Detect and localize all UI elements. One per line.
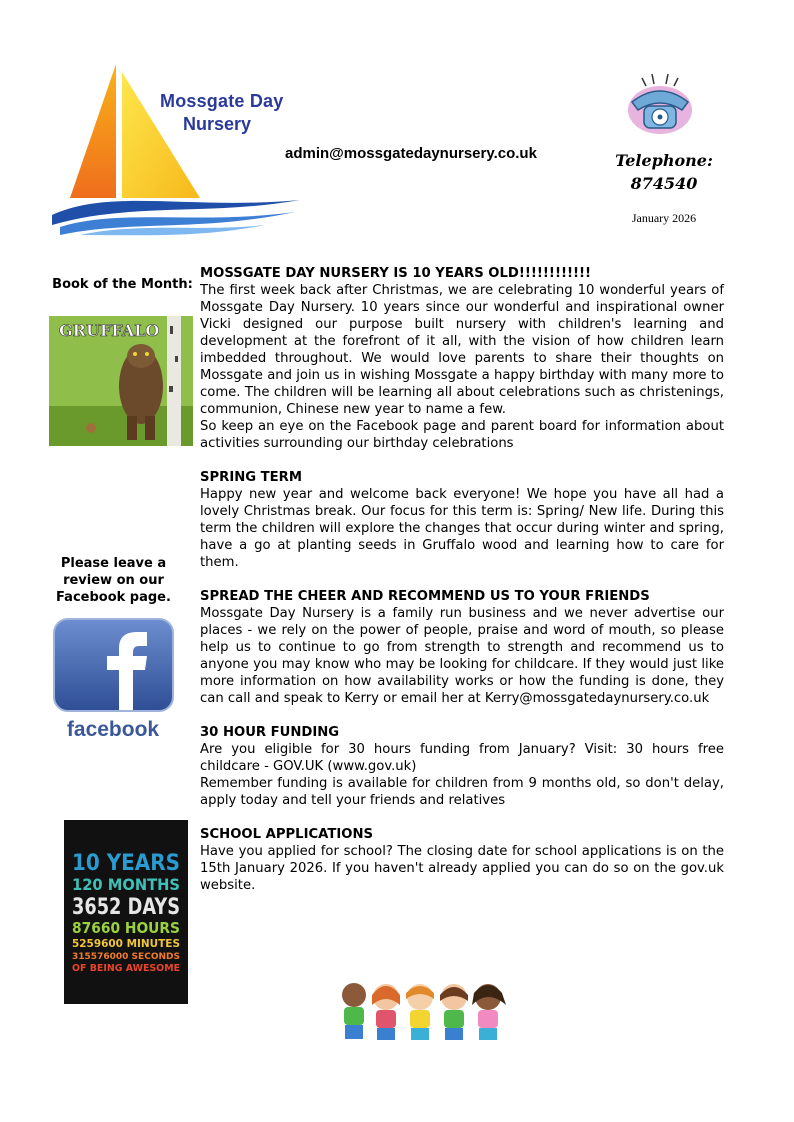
child-4 bbox=[440, 984, 468, 1040]
poster-line-7: OF BEING AWESOME bbox=[72, 963, 181, 974]
telephone-number[interactable]: 874540 bbox=[630, 174, 698, 193]
child-3 bbox=[406, 984, 434, 1040]
poster-line-2: 120 MONTHS bbox=[72, 875, 180, 894]
poster-line-3: 3652 DAYS bbox=[72, 895, 180, 920]
child-5 bbox=[472, 984, 506, 1040]
section-paragraph: Are you eligible for 30 hours funding from January? Visit: 30 hours free childcare - GOV.UK (www.gov.uk) bbox=[200, 742, 724, 774]
newsletter-body bbox=[200, 265, 724, 911]
poster-line-4: 87660 HOURS bbox=[72, 919, 180, 937]
book-cover-title: GRUFFALO bbox=[59, 321, 160, 340]
section-spring-term bbox=[200, 469, 724, 571]
child-1 bbox=[342, 983, 366, 1039]
section-title: SPREAD THE CHEER AND RECOMMEND US TO YOUR FRIENDS bbox=[200, 589, 650, 604]
child-2 bbox=[372, 984, 400, 1040]
poster-line-1: 10 YEARS bbox=[72, 851, 180, 876]
telephone-icon bbox=[622, 72, 698, 138]
section-title: SCHOOL APPLICATIONS bbox=[200, 827, 373, 842]
section-paragraph: Happy new year and welcome back everyone! We hope you have all had a lovely Christmas break. Our focus for this term is: Spring/ New life. During this term the children will explore the changes that occur during winter and spring, have a go at planting seeds in Gruffalo wood and learning how to care for them. bbox=[200, 487, 724, 570]
gruffalo-book-cover bbox=[49, 316, 193, 446]
book-of-the-month-label: Book of the Month: bbox=[52, 277, 193, 292]
review-request-label: Please leave a review on our Facebook page. bbox=[56, 556, 171, 605]
section-title: MOSSGATE DAY NURSERY IS 10 YEARS OLD!!!!!!!!!!!! bbox=[200, 266, 592, 281]
logo-text-line2: Nursery bbox=[183, 114, 252, 134]
email-address[interactable]: admin@mossgatedaynursery.co.uk bbox=[285, 145, 537, 162]
logo-text-line1: Mossgate Day bbox=[160, 91, 284, 111]
section-title: 30 HOUR FUNDING bbox=[200, 725, 340, 740]
section-funding bbox=[200, 724, 724, 809]
poster-line-6: 315576000 SECONDS bbox=[72, 952, 180, 962]
facebook-icon[interactable] bbox=[53, 618, 174, 742]
section-paragraph: Mossgate Day Nursery is a family run business and we never advertise our places - we rely on the power of people, praise and word of mouth, so please help us to continue to go from strength to strength and recommend us to anyone you may know who may be looking for childcare. If they would just like more information on how availability works or how the funding is done, they can call and speak to Kerry or email her at Kerry@mossgatedaynursery.co.uk bbox=[200, 606, 724, 706]
section-recommend bbox=[200, 588, 724, 707]
section-school-applications bbox=[200, 826, 724, 894]
newsletter-date: January 2026 bbox=[631, 211, 697, 225]
nursery-logo bbox=[50, 60, 310, 235]
ten-years-poster bbox=[64, 820, 188, 1004]
section-anniversary bbox=[200, 265, 724, 452]
telephone-label: Telephone: bbox=[615, 151, 713, 170]
facebook-wordmark: facebook bbox=[66, 718, 160, 741]
section-paragraph: So keep an eye on the Facebook page and parent board for information about activities surrounding our birthday celebrations bbox=[200, 419, 724, 451]
section-paragraph: Have you applied for school? The closing date for school applications is on the 15th January 2026. If you haven't already applied you can do so on the gov.uk website. bbox=[200, 844, 724, 893]
sail-left-shape bbox=[70, 64, 116, 198]
section-paragraph: The first week back after Christmas, we are celebrating 10 wonderful years of Mossgate Day Nursery. 10 years since our wonderful and inspirational owner Vicki designed our purpose built nursery with children's learning and development at the forefront of it all, with the vision of how children learn imbedded throughout. We would love parents to share their thoughts on Mossgate and join us in wishing Mossgate a happy birthday with many more to come. The children will be learning all about celebrations such as christenings, communion, Chinese new year to name a few. bbox=[200, 283, 724, 417]
poster-line-5: 5259600 MINUTES bbox=[72, 937, 181, 950]
section-paragraph: Remember funding is available for children from 9 months old, so don't delay, apply today and tell your friends and relatives bbox=[200, 776, 724, 808]
section-title: SPRING TERM bbox=[200, 470, 302, 485]
children-clipart bbox=[334, 975, 510, 1047]
